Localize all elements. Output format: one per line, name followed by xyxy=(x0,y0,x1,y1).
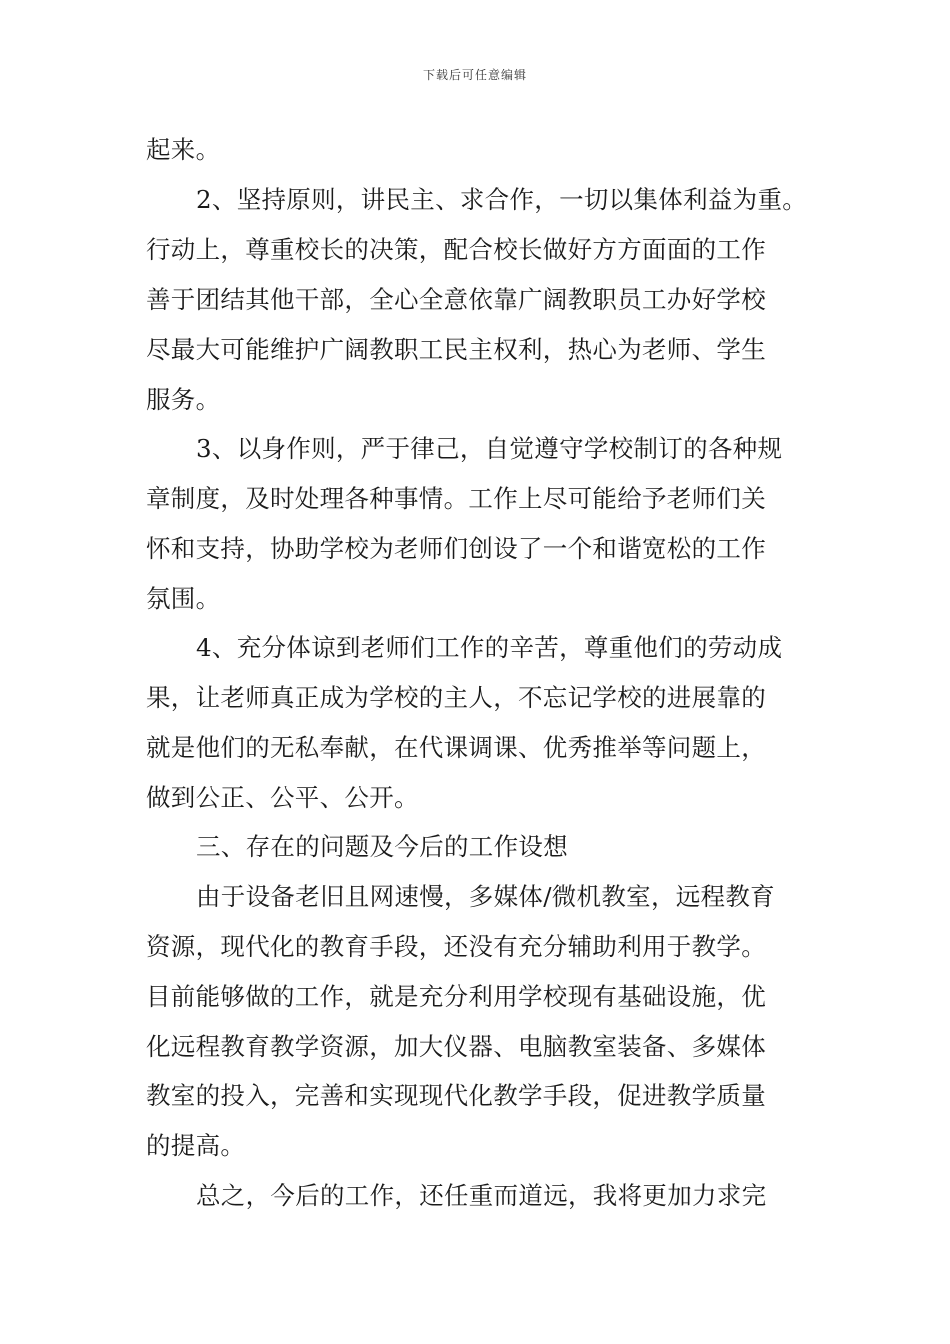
text-line: 的提高。 xyxy=(146,1131,246,1160)
text-line: 善于团结其他干部，全心全意依靠广阔教职员工办好学校 xyxy=(146,285,766,314)
page-header-note: 下载后可任意编辑 xyxy=(422,68,527,82)
text-line: 尽最大可能维护广阔教职工民主权利，热心为老师、学生 xyxy=(146,335,766,364)
text-line: 怀和支持，协助学校为老师们创设了一个和谐宽松的工作 xyxy=(146,534,766,563)
text-line: 资源，现代化的教育手段，还没有充分辅助利用于教学。 xyxy=(146,932,766,961)
text-line: 起来。 xyxy=(146,135,221,164)
text-line: 由于设备老旧且网速慢，多媒体/微机教室，远程教育 xyxy=(196,882,775,911)
text-line: 2、坚持原则，讲民主、求合作，一切以集体利益为重。 xyxy=(196,185,808,214)
text-line: 总之，今后的工作，还任重而道远，我将更加力求完 xyxy=(196,1181,767,1210)
text-line: 4、充分体谅到老师们工作的辛苦，尊重他们的劳动成 xyxy=(196,633,783,662)
text-line: 果，让老师真正成为学校的主人，不忘记学校的进展靠的 xyxy=(146,683,766,712)
text-line: 章制度，及时处理各种事情。工作上尽可能给予老师们关 xyxy=(146,484,766,513)
text-line: 化远程教育教学资源，加大仪器、电脑教室装备、多媒体 xyxy=(146,1032,766,1061)
text-line: 服务。 xyxy=(146,385,221,414)
text-line: 就是他们的无私奉献，在代课调课、优秀推举等问题上， xyxy=(146,733,766,762)
text-line: 目前能够做的工作，就是充分利用学校现有基础设施，优 xyxy=(146,982,766,1011)
text-line: 行动上，尊重校长的决策，配合校长做好方方面面的工作 xyxy=(146,235,766,264)
text-line: 氛围。 xyxy=(146,584,221,613)
text-line: 教室的投入，完善和实现现代化教学手段，促进教学质量 xyxy=(146,1081,766,1110)
text-line: 3、以身作则，严于律己，自觉遵守学校制订的各种规 xyxy=(196,434,783,463)
section-heading: 三、存在的问题及今后的工作设想 xyxy=(196,832,568,861)
text-line: 做到公正、公平、公开。 xyxy=(146,783,419,812)
